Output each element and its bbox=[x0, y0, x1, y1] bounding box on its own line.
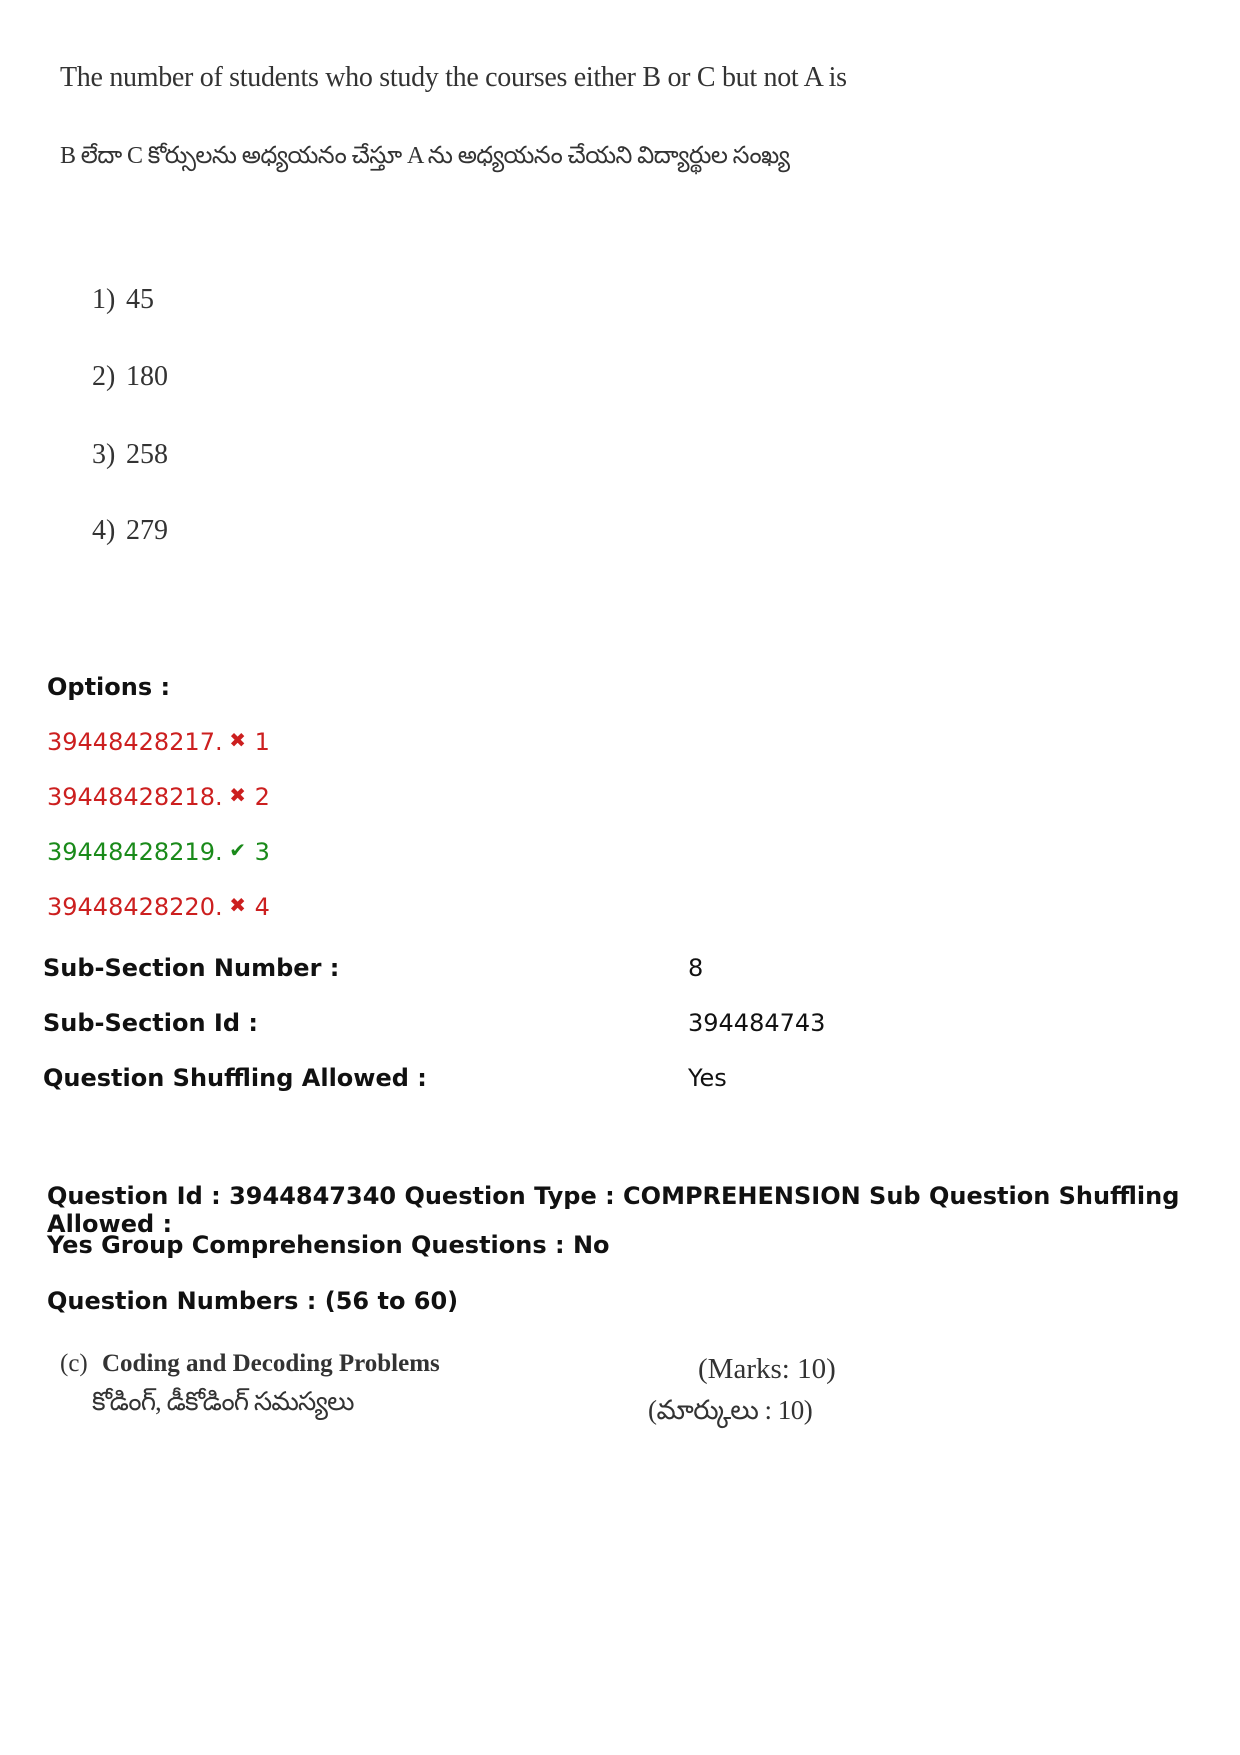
choice-number: 1) bbox=[92, 284, 116, 315]
question-info-line2: Yes Group Comprehension Questions : No bbox=[47, 1231, 610, 1259]
checkmark-icon: ✔ bbox=[229, 838, 246, 862]
choice-number: 4) bbox=[92, 515, 116, 546]
question-numbers: Question Numbers : (56 to 60) bbox=[47, 1287, 459, 1315]
question-text-telugu: B లేదా C కోర్సులను అధ్యయనం చేస్తూ A ను అధ్యయనం చేయని విద్యార్థుల సంఖ్య bbox=[60, 143, 790, 169]
option-value: 3 bbox=[254, 838, 270, 866]
choice-value: 45 bbox=[126, 284, 154, 315]
option-id: 39448428217. bbox=[47, 728, 223, 756]
subsection-number-label: Sub-Section Number : bbox=[43, 954, 340, 982]
cross-icon: ✖ bbox=[229, 893, 246, 917]
subsection-id-value: 394484743 bbox=[688, 1009, 826, 1037]
choice-number: 2) bbox=[92, 361, 116, 392]
option-id: 39448428219. bbox=[47, 838, 223, 866]
cross-icon: ✖ bbox=[229, 783, 246, 807]
option-value: 4 bbox=[254, 893, 270, 921]
choice-number: 3) bbox=[92, 439, 116, 470]
option-row bbox=[47, 728, 270, 756]
choice-value: 180 bbox=[126, 361, 168, 392]
section-title-telugu: కోడింగ్, డీకోడింగ్ సమస్యలు bbox=[92, 1387, 354, 1416]
option-value: 2 bbox=[254, 783, 270, 811]
question-info-line1: Question Id : 3944847340 Question Type : COMPREHENSION Sub Question Shuffling Allowed : bbox=[47, 1182, 1180, 1238]
question-shuffling-label: Question Shuffling Allowed : bbox=[43, 1064, 427, 1092]
answer-choice bbox=[92, 361, 168, 393]
options-heading: Options : bbox=[47, 673, 171, 701]
option-row bbox=[47, 893, 270, 921]
section-tag: (c) bbox=[60, 1350, 88, 1377]
question-shuffling-value: Yes bbox=[688, 1064, 727, 1092]
marks-english: (Marks: 10) bbox=[698, 1353, 836, 1385]
option-row bbox=[47, 838, 270, 866]
subsection-id-label: Sub-Section Id : bbox=[43, 1009, 258, 1037]
choice-value: 258 bbox=[126, 439, 168, 470]
option-id: 39448428220. bbox=[47, 893, 223, 921]
option-value: 1 bbox=[254, 728, 270, 756]
answer-choice bbox=[92, 515, 168, 547]
answer-choice bbox=[92, 284, 154, 316]
cross-icon: ✖ bbox=[229, 728, 246, 752]
choice-value: 279 bbox=[126, 515, 168, 546]
subsection-number-value: 8 bbox=[688, 954, 704, 982]
section-title-english: Coding and Decoding Problems bbox=[102, 1350, 440, 1377]
section-heading bbox=[60, 1350, 440, 1378]
question-text-english: The number of students who study the courses either B or C but not A is bbox=[60, 62, 847, 93]
marks-telugu: (మార్కులు : 10) bbox=[648, 1395, 813, 1425]
option-id: 39448428218. bbox=[47, 783, 223, 811]
option-row bbox=[47, 783, 270, 811]
answer-choice bbox=[92, 439, 168, 471]
